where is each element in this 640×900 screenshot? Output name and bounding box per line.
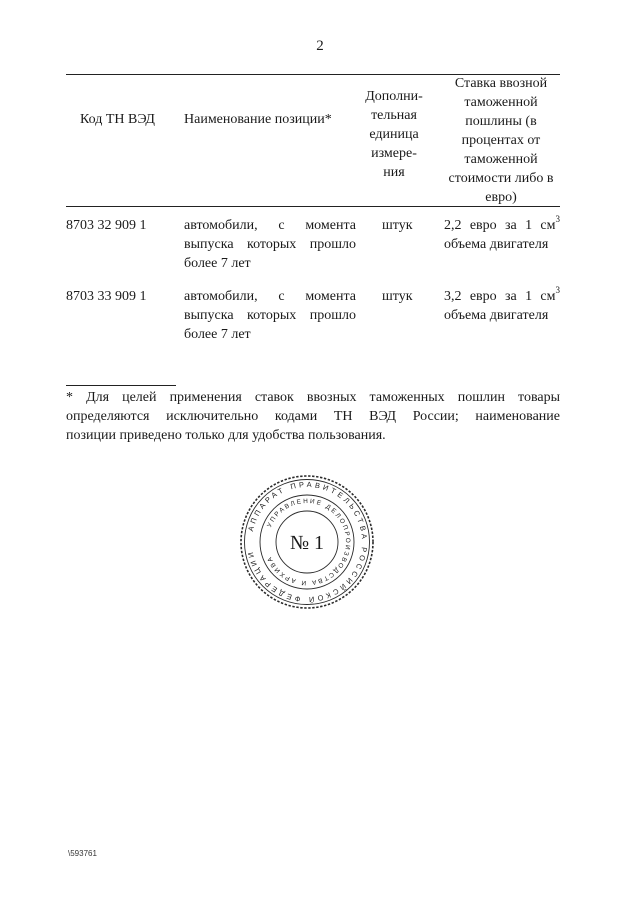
header-code: Код ТН ВЭД (80, 112, 155, 127)
document-id: \593761 (68, 849, 97, 858)
header-unit-line: Дополни- (365, 89, 423, 104)
footnote (66, 388, 560, 445)
row-name-line: выпуска которых прошло (184, 308, 356, 323)
row-rate-superscript: 3 (555, 285, 560, 296)
row-name-line: автомобили, с момента (184, 289, 356, 304)
header-name: Наименование позиции* (184, 112, 332, 127)
footnote-line: позиции приведено только для удобства пользования. (66, 428, 386, 443)
row-rate (444, 287, 560, 325)
row-unit: штук (382, 289, 413, 304)
row-code: 8703 33 909 1 (66, 289, 147, 304)
row-rate (444, 216, 560, 254)
header-rate-line: пошлины (в (465, 114, 537, 129)
row-rate-line: объема двигателя (444, 237, 549, 252)
header-unit-line: единица (369, 127, 419, 142)
header-unit-line: ния (383, 165, 405, 180)
header-unit-line: измере- (371, 146, 417, 161)
official-seal (238, 473, 376, 611)
header-rate-line: стоимости либо в (448, 171, 554, 186)
row-unit: штук (382, 218, 413, 233)
row-name (184, 287, 356, 344)
header-rate (438, 74, 564, 207)
footnote-line: * Для целей применения ставок ввозных таможенных пошлин товары (66, 390, 560, 405)
row-name-line: более 7 лет (184, 327, 251, 342)
row-rate-line: объема двигателя (444, 308, 549, 323)
seal-outer-text: АППАРАТ ПРАВИТЕЛЬСТВА РОССИЙСКОЙ ФЕДЕРАЦИИ (245, 479, 370, 605)
header-rate-line: таможенной (464, 95, 538, 110)
seal-number: № 1 (289, 532, 325, 554)
page-number: 2 (316, 38, 324, 54)
row-code: 8703 32 909 1 (66, 218, 147, 233)
header-rate-line: таможенной (464, 152, 538, 167)
seal-inner-text: УПРАВЛЕНИЕ ДЕЛОПРОИЗВОДСТВА И АРХИВА (266, 497, 352, 587)
row-name-line: более 7 лет (184, 256, 251, 271)
row-name (184, 216, 356, 273)
row-rate-line (444, 287, 560, 306)
header-rate-line: евро) (485, 190, 517, 205)
footnote-line: определяются исключительно кодами ТН ВЭД России; наименование (66, 409, 560, 424)
header-rate-line: процентах от (461, 133, 541, 148)
row-rate-text: 3,2 евро за 1 см (444, 289, 556, 304)
row-rate-superscript: 3 (555, 214, 560, 225)
header-unit-line: тельная (371, 108, 417, 123)
header-unit (356, 87, 432, 182)
row-rate-line (444, 216, 560, 235)
row-name-line: выпуска которых прошло (184, 237, 356, 252)
row-name-line: автомобили, с момента (184, 218, 356, 233)
footnote-separator (66, 385, 176, 386)
row-rate-text: 2,2 евро за 1 см (444, 218, 556, 233)
header-rate-line: Ставка ввозной (454, 76, 548, 91)
